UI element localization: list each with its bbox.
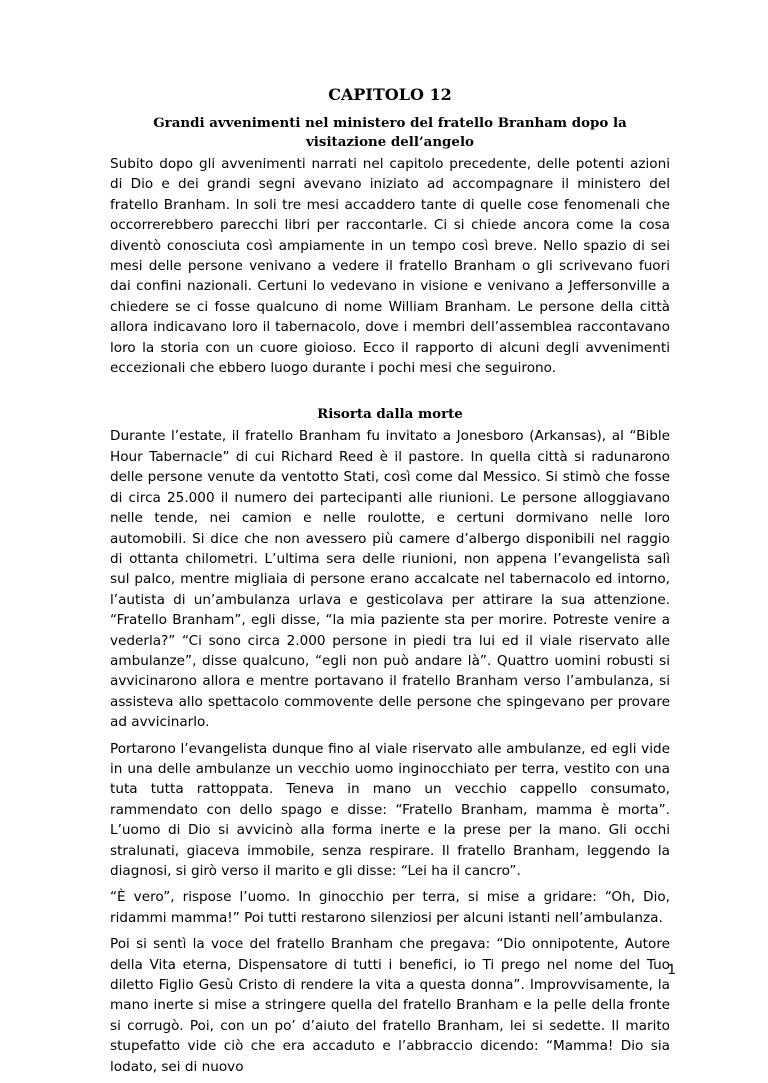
body-paragraph: “È vero”, rispose l’uomo. In ginocchio per terra, si mise a gridare: “Oh, Dio, ridammi mamma!” Poi tutti restarono silenziosi per alcuni istanti nell’ambulanza.: [110, 889, 670, 926]
page-number: 1: [667, 962, 676, 978]
body-paragraph: Portarono l’evangelista dunque fino al viale riservato alle ambulanze, ed egli vide in una delle ambulanze un vecchio uomo inginocchiato per terra, vestito con una tuta tutta rattoppata. Teneva in mano un vecchio cappello consumato, rammendato con dello spago e disse: “Fratello Branham, mamma è morta”. L’uomo di Dio si avvicinò alla forma inerte e la prese per la mano. Gli occhi stralunati, giaceva immobile, senza respirare. Il fratello Branham, leggendo la diagnosi, si girò verso il marito e gli disse: “Lei ha il cancro”.: [110, 740, 670, 879]
chapter-subtitle: Grandi avvenimenti nel ministero del fratello Branham dopo la visitazione dell’angelo: [153, 115, 627, 150]
body-paragraph: Durante l’estate, il fratello Branham fu invitato a Jonesboro (Arkansas), al “Bible Hour Tabernacle” di cui Richard Reed è il pastore. In quella città si radunarono delle persone venute da ventotto Stati, così come dal Messico. Si stimò che fosse di circa 25.000 il numero dei partecipanti alle riunioni. Le persone alloggiavano nelle tende, nei camion e nelle roulotte, e certuni dormivano nelle loro automobili. Si dice che non avessero più camere d’albergo disponibili nel raggio di ottanta chilometri. L’ultima sera delle riunioni, non appena l’evangelista salì sul palco, mentre migliaia di persone erano accalcate nel tabernacolo ed intorno, l’autista di un’ambulanza urlava e gesticolava per attirare la sua attenzione. “Fratello Branham”, egli disse, “la mia paziente sta per morire. Potreste venire a vederla?” “Ci sono circa 2.000 persone in piedi tra lui ed il viale riservato alle ambulanze”, disse qualcuno, “egli non può andare là”. Quattro uomini robusti si avvicinarono allora e mentre portavano il fratello Branham verso l’ambulanza, si assisteva allo spettacolo commovente delle persone che spingevano per provare ad avvicinarlo.: [110, 428, 670, 731]
body-paragraph: Poi si sentì la voce del fratello Branham che pregava: “Dio onnipotente, Autore della Vita eterna, Dispensatore di tutti i benefici, io Ti prego nel nome del Tuo diletto Figlio Gesù Cristo di rendere la vita a questa donna”. Improvvisamente, la mano inerte si mise a stringere quella del fratello Branham e la pelle della fronte si corrugò. Poi, con un po’ d’aiuto del fratello Branham, lei si sedette. Il marito stupefatto vide ciò che era accaduto e l’abbraccio dicendo: “Mamma! Dio sia lodato, sei di nuovo: [110, 936, 670, 1075]
section-heading: Risorta dalla morte: [317, 406, 463, 423]
intro-paragraph: Subito dopo gli avvenimenti narrati nel capitolo precedente, delle potenti azioni di Dio e dei grandi segni avevano iniziato ad accompagnare il ministero del fratello Branham. In soli tre mesi accaddero tante di quelle cose fenomenali che occorrerebbero parecchi libri per raccontarle. Ci si chiede ancora come la cosa diventò conosciuta così ampiamente in un tempo così breve. Nello spazio di sei mesi delle persone venivano a vedere il fratello Branham o gli scrivevano fuori dai confini nazionali. Certuni lo vedevano in visione e venivano a Jeffersonville a chiedere se ci fosse qualcuno di nome William Branham. Le persone della città allora indicavano loro il tabernacolo, dove i membri dell’assemblea raccontavano loro la storia con un cuore gioioso. Ecco il rapporto di alcuni degli avvenimenti eccezionali che ebbero luogo durante i pochi mesi che seguirono.: [110, 156, 670, 377]
chapter-title: CAPITOLO 12: [328, 85, 452, 104]
document-page: [110, 84, 670, 1083]
